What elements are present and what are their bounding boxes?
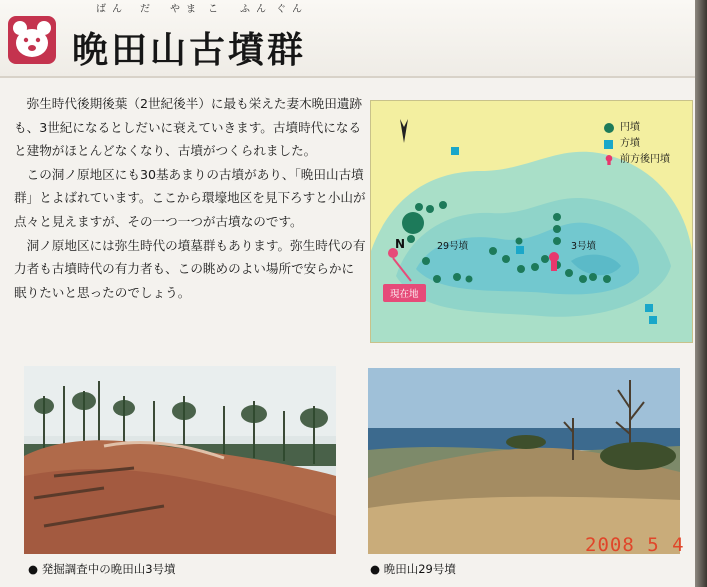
date-stamp: 2008 5 4	[585, 534, 685, 556]
board-frame-right	[695, 0, 707, 587]
excavation-photo-image	[24, 366, 336, 554]
right-photo-caption: ● 晩田山29号墳	[370, 562, 456, 576]
round-tumulus-icon	[604, 123, 614, 133]
legend-square: 方墳	[604, 136, 670, 152]
ruby-fun: ふん	[240, 4, 272, 15]
label-tumulus-3: 3号墳	[571, 241, 597, 252]
north-label: N	[395, 237, 406, 251]
ruby-ban: ばん	[96, 4, 128, 15]
square-tumulus-icon	[604, 140, 613, 149]
tumulus-29-photo	[368, 368, 680, 554]
legend-round: 円墳	[604, 120, 670, 136]
left-photo-caption: ● 発掘調査中の晩田山3号墳	[28, 562, 176, 576]
paragraph-2: この洞ノ原地区にも30基あまりの古墳があり、「晩田山古墳群」とよばれています。ここから環壕地区を見下ろすと小山が点々と見えますが、その一つ一つが古墳なのです。	[14, 166, 366, 229]
excavation-photo	[24, 366, 336, 554]
board-header	[0, 0, 707, 78]
ruby-gun: ぐん	[276, 4, 308, 15]
current-location-badge: 現在地	[383, 284, 426, 302]
keyhole-tumulus-icon	[604, 155, 614, 165]
paragraph-3: 洞ノ原地区には弥生時代の墳墓群もあります。弥生時代の有力者も古墳時代の有力者も、この眺めのよい場所で安らかに眠りたいと思ったのでしょう。	[14, 237, 366, 300]
label-tumulus-29: 29号墳	[437, 241, 469, 252]
description-text	[14, 92, 366, 304]
page-title: 晩田山古墳群	[72, 29, 307, 71]
map-legend	[604, 120, 670, 168]
ruby-ko: こ	[208, 4, 224, 15]
legend-keyhole: 前方後円墳	[604, 152, 670, 168]
paragraph-1: 弥生時代後期後葉（2世紀後半）に最も栄えた妻木晩田遺跡も、3世紀になるとしだいに衰えていきます。古墳時代になると建物がほとんどなくなり、古墳がつくられました。	[14, 96, 363, 159]
tumulus-29-photo-image	[368, 368, 680, 554]
ruby-yama: やま	[170, 4, 202, 15]
mascot-face-icon	[8, 16, 56, 64]
ruby-da: だ	[140, 4, 156, 15]
